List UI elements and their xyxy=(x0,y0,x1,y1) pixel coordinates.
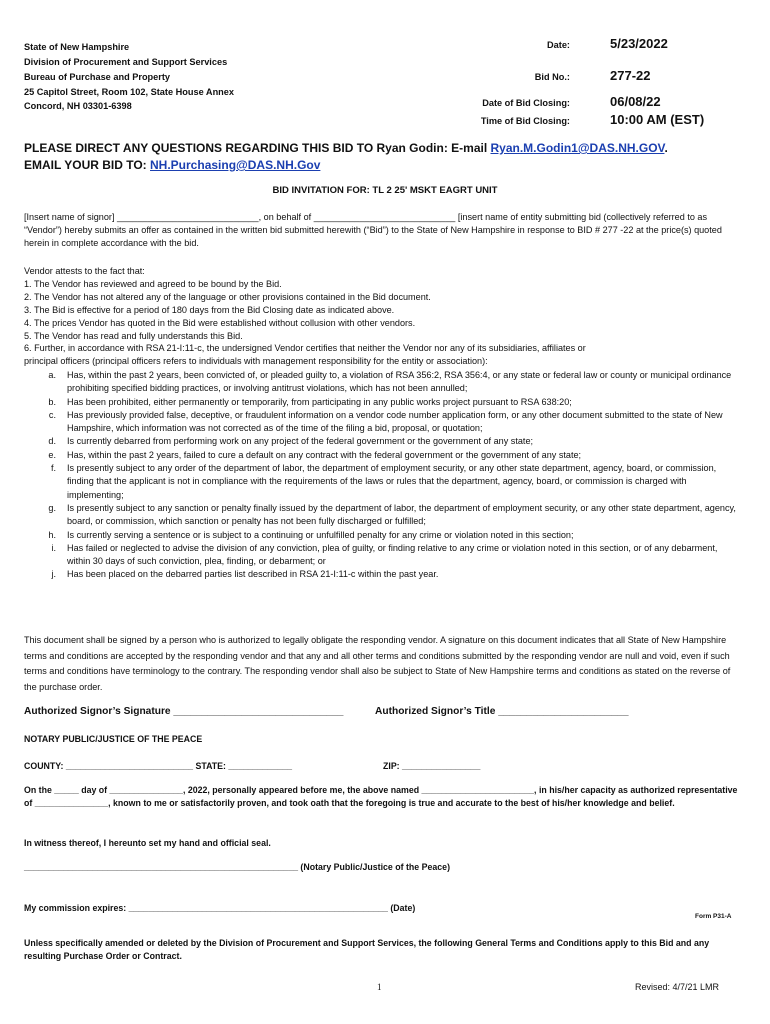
agency-line: Concord, NH 03301-6398 xyxy=(24,101,132,112)
witness-statement: In witness thereof, I hereunto set my hand and official seal. xyxy=(24,838,271,848)
closing-paragraph: This document shall be signed by a person who is authorized to legally obligate the responding vendor. A signature on this document indicates that all State of New Hampshire terms and conditions are accepted by the responding vendor and that any and all other terms and conditions submitted by the responding vendor are null and void, even if such terms and conditions have terminology to the contrary. The responding vendor shall also be subject to State of New Hampshire terms and conditions as stated on the reverse of the purchase order. xyxy=(24,635,731,692)
questions-line xyxy=(24,140,754,157)
contact-instructions xyxy=(24,140,754,174)
item-letter: h. xyxy=(48,529,56,540)
attest-line: Vendor attests to the fact that: xyxy=(24,266,145,276)
item-letter: i. xyxy=(51,542,56,553)
questions-end: . xyxy=(664,141,668,155)
notary-signature-field[interactable]: ________________________________________________________ (Notary Public/Justice of the Peace) xyxy=(24,862,451,872)
county-state-field[interactable]: COUNTY: __________________________ STATE: _____________ xyxy=(24,761,293,771)
zip-field[interactable]: ZIP: ________________ xyxy=(383,761,481,771)
certification-sub-items xyxy=(24,369,740,582)
bid-title: BID INVITATION FOR: TL 2 25' MSKT EAGRT UNIT xyxy=(272,185,498,196)
item-text: Has been prohibited, either permanently or temporarily, from participating in any public works project pursuant to RSA 638:20; xyxy=(67,396,572,407)
agency-address-block xyxy=(24,40,234,114)
bid-no-label: Bid No.: xyxy=(534,72,570,82)
item-text: Has been placed on the debarred parties list described in RSA 21-I:11-c within the past year. xyxy=(67,569,439,580)
item-text: Has, within the past 2 years, been convicted of, or pleaded guilty to, a violation of RSA 356:2, RSA 356:4, or any state or federal law or county or municipal ordinance prohibiting specified bidding practices, or involving antitrust violations, which has not been annulled; xyxy=(67,370,732,394)
form-number: Form P31-A xyxy=(695,913,732,920)
email-bid-link[interactable]: NH.Purchasing@DAS.NH.Gov xyxy=(150,158,321,172)
item-text: Is currently serving a sentence or is subject to a continuing or unfulfilled penalty for any crime or violation noted in this section; xyxy=(67,529,574,540)
intro-paragraph: [Insert name of signor] ____________________________, on behalf of ____________________________ [insert name of entity submitting bid (collectively referred to as “Vendor”) hereby submits an offer as contained in the written bid submitted herewith (“Bid”) to the State of New Hampshire in response to BID # 277 -22 at the price(s) quoted herein in complete accordance with the bid. xyxy=(24,212,722,248)
email-bid-line xyxy=(24,157,754,174)
agency-line: Bureau of Purchase and Property xyxy=(24,72,171,83)
terms-notice: Unless specifically amended or deleted by the Division of Procurement and Support Services, the following General Terms and Conditions apply to this Bid and any resulting Purchase Order or Contract. xyxy=(24,938,710,962)
attest-line: 5. The Vendor has read and fully understands this Bid. xyxy=(24,330,243,341)
item-letter: c. xyxy=(48,409,56,420)
list-item xyxy=(24,462,740,502)
item-letter: e. xyxy=(48,449,56,460)
list-item xyxy=(24,568,740,581)
list-item xyxy=(24,435,740,448)
bid-no-value: 277-22 xyxy=(610,68,651,83)
item-text: Is presently subject to any order of the department of labor, the department of employment security, or any other state department, agency, board, or commission, finding that the applicant is not in compliance with the requirements of the laws or rules that the department, agency, board, or commission is charged with implementing; xyxy=(67,463,717,500)
signature-field[interactable]: Authorized Signor’s Signature ______________________________ xyxy=(24,706,344,717)
item-letter: a. xyxy=(48,370,56,380)
item-text: Is currently debarred from performing work on any project of the federal government or the government of any state; xyxy=(67,436,534,447)
commission-expires-field[interactable]: My commission expires: _____________________________________________________ (Date) xyxy=(24,903,416,913)
list-item xyxy=(24,449,740,462)
item-text: Has, within the past 2 years, failed to cure a default on any contract with the federal government or the government of any state; xyxy=(67,449,582,460)
item-letter: b. xyxy=(48,396,56,407)
closing-date-value: 06/08/22 xyxy=(610,94,661,109)
agency-line: Division of Procurement and Support Services xyxy=(24,56,228,67)
list-item xyxy=(24,369,740,396)
agency-line: 25 Capitol Street, Room 102, State House Annex xyxy=(24,86,235,97)
attests-list xyxy=(24,265,740,368)
item-letter: j. xyxy=(51,569,56,580)
date-label: Date: xyxy=(547,40,570,50)
questions-email-link[interactable]: Ryan.M.Godin1@DAS.NH.GOV xyxy=(490,141,665,155)
attest-line: 2. The Vendor has not altered any of the language or other provisions contained in the Bid document. xyxy=(24,291,431,302)
attest-line: principal officers (principal officers refers to individuals with management responsibility for the entity or association): xyxy=(24,356,488,367)
list-item xyxy=(24,542,740,569)
closing-date-label: Date of Bid Closing: xyxy=(482,98,570,108)
page-number: 1 xyxy=(377,982,382,992)
attest-line: 4. The prices Vendor has quoted in the Bid were established without collusion with other vendors. xyxy=(24,317,416,328)
item-letter: g. xyxy=(48,502,56,513)
closing-time-label: Time of Bid Closing: xyxy=(480,116,570,126)
notary-statement: On the _____ day of _______________, 2022, personally appeared before me, the above named _______________________, in his/her capacity as authorized representative of _______________, known to me or satisfactorily proven, and took oath that the foregoing is true and accurate to the best of his/her knowledge and belief. xyxy=(24,785,738,808)
list-item xyxy=(24,502,740,529)
email-bid-text: EMAIL YOUR BID TO: xyxy=(24,158,151,172)
attest-line: 1. The Vendor has reviewed and agreed to be bound by the Bid. xyxy=(24,278,282,289)
revision-note: Revised: 4/7/21 LMR xyxy=(635,982,720,992)
item-text: Has previously provided false, deceptive, or fraudulent information on a vendor code number application form, or any other document submitted to the state of New Hampshire, which information was not corrected as of the time of the filing a bid, proposal, or quotation; xyxy=(67,409,723,434)
list-item xyxy=(24,396,740,409)
closing-time-value: 10:00 AM (EST) xyxy=(610,112,705,127)
attest-line: 3. The Bid is effective for a period of 180 days from the Bid Closing date as indicated above. xyxy=(24,304,395,315)
questions-text: PLEASE DIRECT ANY QUESTIONS REGARDING THIS BID TO Ryan Godin: E-mail xyxy=(24,141,491,155)
title-field[interactable]: Authorized Signor’s Title _______________________ xyxy=(375,706,629,717)
item-letter: d. xyxy=(48,436,56,447)
agency-line: State of New Hampshire xyxy=(24,42,130,52)
list-item xyxy=(24,529,740,542)
item-text: Is presently subject to any sanction or penalty finally issued by the department of labor, the department of employment security, or any other state department, agency, board, or commission, which sanction or penalty has not been fully discharged or fulfilled; xyxy=(67,502,736,527)
date-value: 5/23/2022 xyxy=(610,36,668,51)
notary-heading: NOTARY PUBLIC/JUSTICE OF THE PEACE xyxy=(24,734,203,744)
item-letter: f. xyxy=(50,463,56,474)
item-text: Has failed or neglected to advise the division of any conviction, plea of guilty, or finding relative to any crime or violation noted in this section, or of any debarment, within 30 days of such conviction, plea, finding, or debarment; or xyxy=(67,542,718,567)
attest-line: 6. Further, in accordance with RSA 21-I:11-c, the undersigned Vendor certifies that neither the Vendor nor any of its subsidiaries, affiliates or xyxy=(24,343,586,354)
list-item xyxy=(24,409,740,436)
